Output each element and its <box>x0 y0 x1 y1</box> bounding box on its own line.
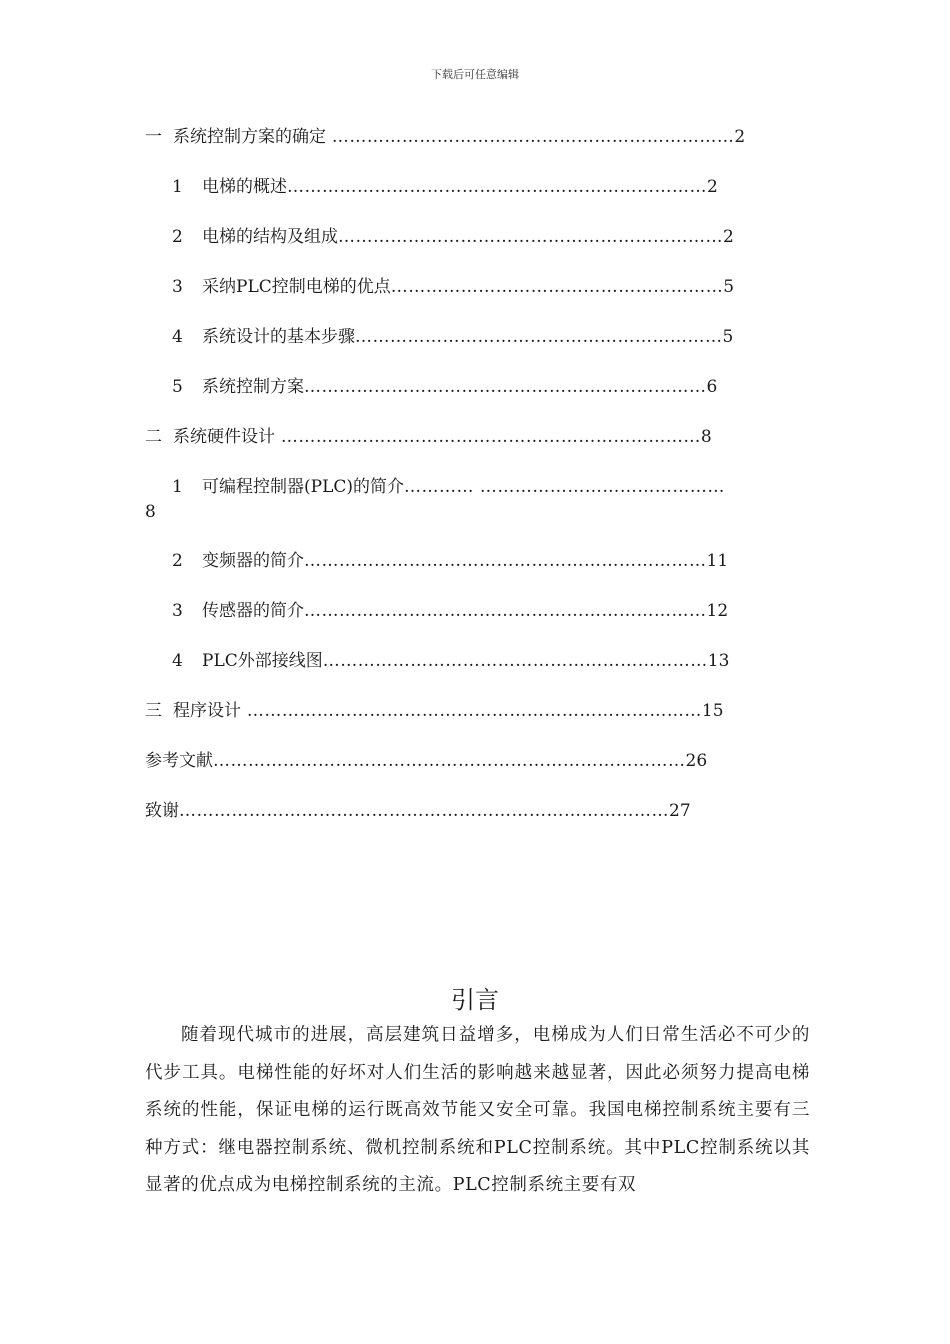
toc-leader: ……………………………………………………………………… <box>213 751 686 771</box>
toc-entry-title: 电梯的概述 <box>202 177 287 197</box>
toc-entry <box>172 650 775 672</box>
toc-entry-title: 系统设计的基本步骤 <box>202 327 355 347</box>
toc-leader: ………… …………………………………… <box>404 477 725 497</box>
toc-page-number: 27 <box>669 801 691 821</box>
toc-page-number: 5 <box>722 327 734 347</box>
toc-page-number: 26 <box>685 751 708 771</box>
toc-page-number: 6 <box>706 377 718 397</box>
toc-entry-number: 4 <box>172 651 183 671</box>
toc-page-number: 8 <box>145 502 156 522</box>
toc-entry-title: 系统控制方案的确定 <box>173 127 326 147</box>
toc-entry-number: 三 <box>145 701 162 721</box>
toc-entry <box>145 126 775 148</box>
toc-page-number: 11 <box>706 551 729 571</box>
toc-entry-title: PLC外部接线图 <box>202 651 323 671</box>
toc-entry-title: 电梯的结构及组成 <box>202 227 338 247</box>
toc-entry-title: 程序设计 <box>173 701 241 721</box>
toc-leader: …………………………………………………………… <box>326 127 735 147</box>
toc-leader: ………………………………………………… <box>390 277 724 297</box>
toc-entry-title: 参考文献 <box>145 751 213 771</box>
toc-entry-title: 可编程控制器(PLC)的简介 <box>202 477 404 497</box>
toc-leader: ………………………………………………………………………… <box>179 801 669 821</box>
toc-leader: ………………………………………………………… <box>338 227 723 247</box>
toc-entry-number: 一 <box>145 127 162 147</box>
toc-entry <box>172 476 775 498</box>
toc-entry-number: 1 <box>172 477 183 497</box>
toc-entry-number: 2 <box>172 227 183 247</box>
toc-page-number: 13 <box>707 651 730 671</box>
body-paragraph: 随着现代城市的进展，高层建筑日益增多，电梯成为人们日常生活必不可少的代步工具。电梯性能的好坏对人们生活的影响越来越显著，因此必须努力提高电梯系统的性能，保证电梯的运行既高效节能又安全可靠。我国电梯控制系统主要有三种方式：继电器控制系统、微机控制系统和PLC控制系统。其中PLC控制系统以其显著的优点成为电梯控制系统的主流。PLC控制系统主要有双 <box>145 1025 810 1195</box>
toc-page-number: 2 <box>723 227 734 247</box>
toc-entry <box>172 226 775 248</box>
page-header: 下载后可任意编辑 <box>431 68 519 81</box>
toc-entry <box>172 600 775 622</box>
toc-leader: …………………………………………………………… <box>304 601 707 621</box>
toc-leader: ……………………………………………………… <box>355 327 723 347</box>
toc-entry-number: 3 <box>172 277 183 297</box>
toc-page-number: 5 <box>723 277 735 297</box>
toc-entry-title: 传感器的简介 <box>202 601 304 621</box>
toc-entry <box>145 750 775 772</box>
toc-leader: …………………………………………………………… <box>304 377 707 397</box>
toc-entry-number: 5 <box>172 377 183 397</box>
toc-entry <box>172 176 775 198</box>
toc-entry-title: 系统硬件设计 <box>173 427 275 447</box>
toc-entry <box>145 700 775 722</box>
toc-leader: ………………………………………………………… <box>322 651 708 671</box>
toc-entry-title: 致谢 <box>145 801 179 821</box>
toc-page-number: 2 <box>707 177 718 197</box>
toc-page-number: 2 <box>734 127 746 147</box>
toc-leader: …………………………………………………………… <box>304 551 707 571</box>
toc-entry-number: 1 <box>172 177 183 197</box>
toc-leader: ……………………………………………………………… <box>275 427 701 447</box>
toc-entry-number: 二 <box>145 427 162 447</box>
toc-leader: …………………………………………………………………… <box>241 701 702 721</box>
toc-leader: ……………………………………………………………… <box>287 177 707 197</box>
toc-page-number: 15 <box>701 701 724 721</box>
toc-entry <box>172 276 775 298</box>
toc-entry-title: 采纳PLC控制电梯的优点 <box>202 277 391 297</box>
toc-page-number: 12 <box>706 601 729 621</box>
toc-entry-number: 3 <box>172 601 183 621</box>
toc-entry-title: 系统控制方案 <box>202 377 304 397</box>
toc-entry <box>172 550 775 572</box>
toc-page-number: 8 <box>700 427 712 447</box>
toc-entry-title: 变频器的简介 <box>202 551 304 571</box>
toc-entry <box>145 426 775 448</box>
toc-entry <box>145 800 775 822</box>
toc-entry-number: 2 <box>172 551 183 571</box>
toc-entry <box>172 326 775 348</box>
section-title: 引言 <box>451 986 499 1014</box>
toc-entry <box>172 376 775 398</box>
toc-entry-number: 4 <box>172 327 183 347</box>
